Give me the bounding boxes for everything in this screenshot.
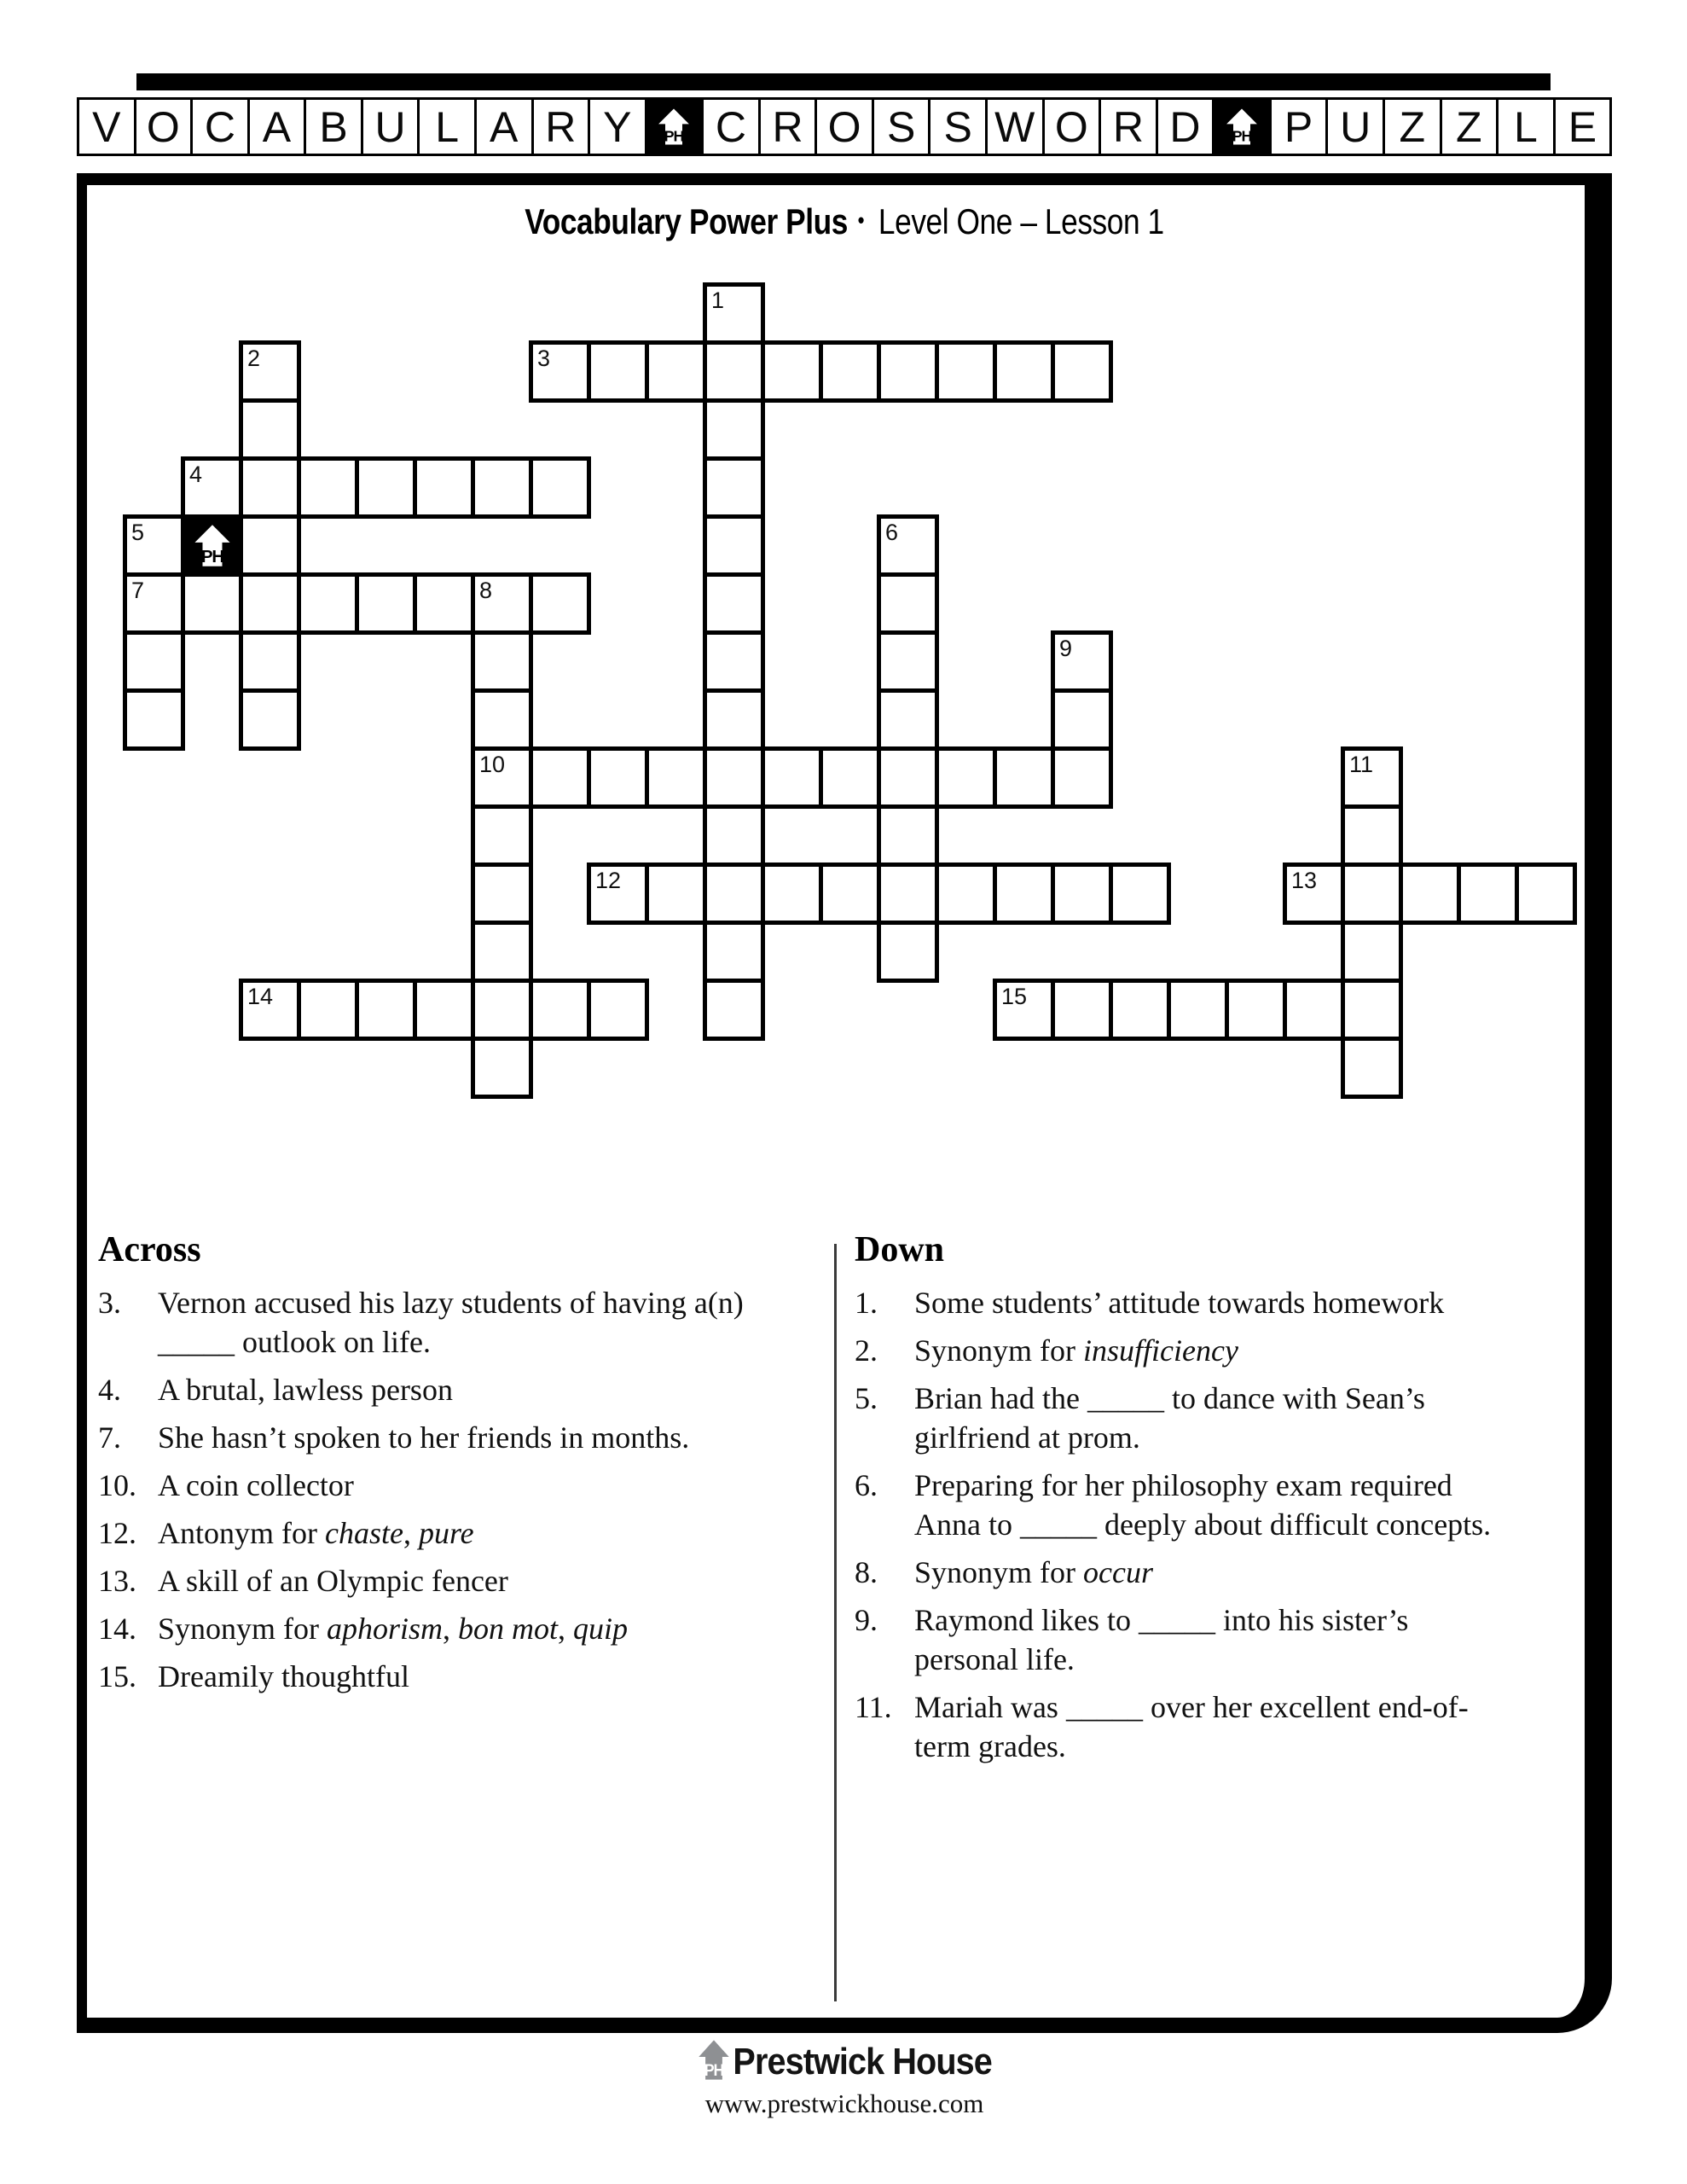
svg-text:PH: PH <box>664 127 684 145</box>
crossword-cell <box>239 398 301 461</box>
clues-down-list <box>855 1283 1605 1766</box>
crossword-cell <box>239 340 301 403</box>
crossword-cell <box>877 630 939 693</box>
crossword-cell <box>819 746 881 809</box>
crossword-cell <box>703 688 765 751</box>
banner-letter-cell: L <box>417 97 477 156</box>
crossword-cell <box>1051 630 1113 693</box>
crossword-cell <box>993 863 1055 925</box>
crossword-cell <box>239 572 301 635</box>
banner-letter-cell: Z <box>1383 97 1442 156</box>
svg-text:PH: PH <box>704 2060 724 2080</box>
footer <box>77 2039 1612 2119</box>
clue-item <box>98 1283 849 1362</box>
crossword-cell <box>1341 863 1403 925</box>
cell-number: 3 <box>537 346 551 371</box>
crossword-cell <box>471 979 533 1041</box>
banner-letter-cell: O <box>1042 97 1102 156</box>
crossword-cell <box>645 746 707 809</box>
clue-item <box>98 1561 849 1600</box>
banner-letter-cell: B <box>304 97 363 156</box>
crossword-cell <box>1051 979 1113 1041</box>
clue-number: 5. <box>855 1381 878 1415</box>
clue-text: Mariah was _____ over her excellent end-of- term grades. <box>914 1690 1469 1763</box>
crossword-cell <box>703 340 765 403</box>
crossword-cell <box>877 688 939 751</box>
clues-across-header: Across <box>98 1230 201 1269</box>
crossword-cell <box>239 456 301 519</box>
clue-item <box>98 1418 849 1457</box>
crossword-cell <box>1283 979 1345 1041</box>
cell-number: 8 <box>479 578 493 603</box>
clue-number: 10. <box>98 1468 136 1502</box>
crossword-cell <box>1341 979 1403 1041</box>
banner-letter-cell: O <box>134 97 194 156</box>
banner-letter-cell: R <box>758 97 818 156</box>
crossword-cell <box>297 456 359 519</box>
cell-number: 13 <box>1291 868 1318 893</box>
crossword-cell <box>123 514 185 577</box>
crossword-cell <box>819 863 881 925</box>
svg-text:PH: PH <box>1232 127 1252 145</box>
crossword-cell <box>1341 1037 1403 1099</box>
clue-number: 7. <box>98 1420 121 1455</box>
clues-across-section <box>98 1230 849 1705</box>
clue-text: Synonym for insufficiency <box>914 1333 1238 1368</box>
crossword-cell <box>181 572 243 635</box>
clue-text: Synonym for occur <box>914 1555 1153 1589</box>
crossword-cell <box>587 340 649 403</box>
banner-letter-cell: S <box>928 97 988 156</box>
clue-item <box>98 1609 849 1648</box>
crossword-cell <box>877 340 939 403</box>
banner-letter-cell: C <box>701 97 761 156</box>
clue-text: Brian had the _____ to dance with Sean’s girlfriend at prom. <box>914 1381 1425 1455</box>
cell-number: 12 <box>595 868 622 893</box>
crossword-cell <box>1225 979 1287 1041</box>
crossword-cell <box>587 863 649 925</box>
top-rule <box>136 73 1551 90</box>
crossword-cell <box>239 514 301 577</box>
crossword-cell <box>877 746 939 809</box>
clue-text: Dreamily thoughtful <box>158 1659 409 1693</box>
crossword-cell <box>239 688 301 751</box>
crossword-cell <box>703 630 765 693</box>
svg-text:PH: PH <box>200 546 223 566</box>
crossword-cell <box>935 746 997 809</box>
crossword-cell <box>935 340 997 403</box>
cell-number: 14 <box>247 984 274 1009</box>
clue-item <box>98 1370 849 1409</box>
banner-letter-cell: O <box>815 97 874 156</box>
crossword-cell <box>703 863 765 925</box>
cell-number: 2 <box>247 346 261 371</box>
prestwick-house-logo-icon <box>697 2039 733 2085</box>
clue-number: 13. <box>98 1564 136 1598</box>
clue-text: Some students’ attitude towards homework <box>914 1286 1445 1320</box>
crossword-cell <box>123 688 185 751</box>
crossword-cell <box>935 863 997 925</box>
clue-item <box>855 1283 1605 1322</box>
clue-number: 2. <box>855 1333 878 1368</box>
banner-letter-cell: A <box>474 97 534 156</box>
crossword-cell <box>181 456 243 519</box>
clue-text: Antonym for chaste, pure <box>158 1516 474 1550</box>
crossword-cell <box>703 572 765 635</box>
footer-brand <box>154 2039 1535 2085</box>
crossword-cell <box>587 746 649 809</box>
prestwick-house-icon <box>1212 97 1272 156</box>
banner-letter-cell: C <box>190 97 250 156</box>
crossword-cell <box>703 456 765 519</box>
cell-number: 11 <box>1349 752 1374 777</box>
clue-item <box>98 1466 849 1505</box>
clue-number: 14. <box>98 1612 136 1646</box>
crossword-cell <box>761 340 823 403</box>
clue-item <box>855 1379 1605 1457</box>
banner-letter-cell: U <box>361 97 420 156</box>
clue-number: 3. <box>98 1286 121 1320</box>
clues-divider <box>834 1244 837 2001</box>
banner-letter-cell: R <box>1099 97 1158 156</box>
clue-number: 1. <box>855 1286 878 1320</box>
footer-url: www.prestwickhouse.com <box>704 2088 984 2118</box>
crossword-cell <box>877 572 939 635</box>
banner-letter-cell: W <box>985 97 1045 156</box>
crossword-cell <box>703 921 765 983</box>
crossword-cell <box>123 630 185 693</box>
crossword-cell <box>993 979 1055 1041</box>
title-subtitle: Level One – Lesson 1 <box>878 201 1164 241</box>
crossword-cell <box>1051 746 1113 809</box>
crossword-cell <box>1457 863 1519 925</box>
crossword-cell <box>1109 979 1171 1041</box>
crossword-cell <box>529 456 591 519</box>
crossword-cell <box>529 979 591 1041</box>
clues-across-list <box>98 1283 849 1696</box>
banner-letter-cell: E <box>1553 97 1613 156</box>
clues-down-section <box>855 1230 1605 1774</box>
crossword-cell <box>123 572 185 635</box>
crossword-cell <box>877 514 939 577</box>
clue-text: A skill of an Olympic fencer <box>158 1564 508 1598</box>
crossword-cell <box>1051 340 1113 403</box>
crossword-cell <box>297 572 359 635</box>
clue-number: 8. <box>855 1555 878 1589</box>
crossword-cell <box>413 456 475 519</box>
crossword-cell <box>413 979 475 1041</box>
clue-text: She hasn’t spoken to her friends in months. <box>158 1420 690 1455</box>
clue-item <box>855 1600 1605 1679</box>
puzzle-title <box>200 200 1489 242</box>
cell-number: 10 <box>479 752 506 777</box>
crossword-cell <box>761 863 823 925</box>
crossword-cell <box>529 340 591 403</box>
prestwick-house-icon <box>645 97 704 156</box>
crossword-cell <box>993 340 1055 403</box>
clue-text: Preparing for her philosophy exam required Anna to _____ deeply about difficult concepts. <box>914 1468 1492 1542</box>
clue-number: 4. <box>98 1373 121 1407</box>
cell-number: 9 <box>1059 636 1073 661</box>
crossword-cell <box>471 863 533 925</box>
banner-letter-cell: Y <box>588 97 647 156</box>
banner-letter-cell: P <box>1269 97 1329 156</box>
crossword-cell <box>1515 863 1577 925</box>
clue-item <box>98 1657 849 1696</box>
clue-text: A brutal, lawless person <box>158 1373 453 1407</box>
crossword-cell <box>471 1037 533 1099</box>
clue-item <box>855 1687 1605 1766</box>
crossword-cell <box>819 340 881 403</box>
crossword-cell <box>1109 863 1171 925</box>
cell-number: 15 <box>1001 984 1028 1009</box>
banner-letter-cell: L <box>1496 97 1556 156</box>
crossword-cell <box>471 688 533 751</box>
crossword-cell <box>1341 746 1403 809</box>
clue-text: Synonym for aphorism, bon mot, quip <box>158 1612 629 1646</box>
clue-item <box>855 1331 1605 1370</box>
clue-item <box>855 1466 1605 1544</box>
crossword-cell <box>703 514 765 577</box>
crossword-cell <box>703 398 765 461</box>
crossword-cell <box>703 282 765 345</box>
crossword-cell <box>993 746 1055 809</box>
crossword-cell <box>877 804 939 867</box>
crossword-cell <box>761 746 823 809</box>
cell-number: 1 <box>711 288 725 313</box>
crossword-cell <box>703 746 765 809</box>
crossword-cell <box>645 863 707 925</box>
crossword-cell <box>239 979 301 1041</box>
clues-down-header: Down <box>855 1230 945 1269</box>
crossword-cell <box>471 456 533 519</box>
crossword-cell <box>1399 863 1461 925</box>
banner-row <box>77 97 1612 156</box>
crossword-cell <box>529 572 591 635</box>
banner-letter-cell: D <box>1156 97 1215 156</box>
crossword-cell <box>471 746 533 809</box>
crossword-cell <box>703 804 765 867</box>
crossword-cell <box>355 456 417 519</box>
clue-text: Raymond likes to _____ into his sister’s personal life. <box>914 1603 1409 1676</box>
cell-number: 6 <box>885 520 899 545</box>
crossword-cell <box>877 863 939 925</box>
crossword-cell <box>529 746 591 809</box>
title-separator: • <box>857 207 865 233</box>
clue-text: A coin collector <box>158 1468 354 1502</box>
crossword-cell <box>877 921 939 983</box>
crossword-cell <box>1167 979 1229 1041</box>
footer-brand-text: Prestwick House <box>733 2041 992 2082</box>
banner-letter-cell: Z <box>1440 97 1499 156</box>
crossword-cell <box>1283 863 1345 925</box>
crossword-cell <box>355 979 417 1041</box>
crossword-cell <box>1051 863 1113 925</box>
crossword-cell <box>413 572 475 635</box>
banner-letter-cell: V <box>77 97 136 156</box>
crossword-cell <box>587 979 649 1041</box>
banner-letter-cell: A <box>247 97 307 156</box>
clue-number: 15. <box>98 1659 136 1693</box>
crossword-cell <box>471 572 533 635</box>
crossword-cell <box>355 572 417 635</box>
clue-item <box>855 1553 1605 1592</box>
crossword-cell <box>1341 921 1403 983</box>
crossword-cell <box>1341 804 1403 867</box>
blocked-cell-prestwick-house-icon <box>181 514 243 577</box>
crossword-cell <box>703 979 765 1041</box>
cell-number: 4 <box>189 462 203 487</box>
clue-text: Vernon accused his lazy students of having a(n) _____ outlook on life. <box>158 1286 744 1359</box>
clue-number: 11. <box>855 1690 892 1724</box>
banner-letter-cell: R <box>531 97 591 156</box>
crossword-cell <box>297 979 359 1041</box>
cell-number: 7 <box>131 578 145 603</box>
cell-number: 5 <box>131 520 145 545</box>
crossword-cell <box>471 804 533 867</box>
crossword-cell <box>239 630 301 693</box>
crossword-cell <box>471 921 533 983</box>
crossword-cell <box>645 340 707 403</box>
banner-letter-cell: S <box>872 97 931 156</box>
clue-number: 9. <box>855 1603 878 1637</box>
clue-item <box>98 1513 849 1553</box>
clue-number: 12. <box>98 1516 136 1550</box>
crossword-cell <box>1051 688 1113 751</box>
banner-letter-cell: U <box>1325 97 1385 156</box>
clue-number: 6. <box>855 1468 878 1502</box>
title-main: Vocabulary Power Plus <box>525 201 848 241</box>
crossword-cell <box>471 630 533 693</box>
